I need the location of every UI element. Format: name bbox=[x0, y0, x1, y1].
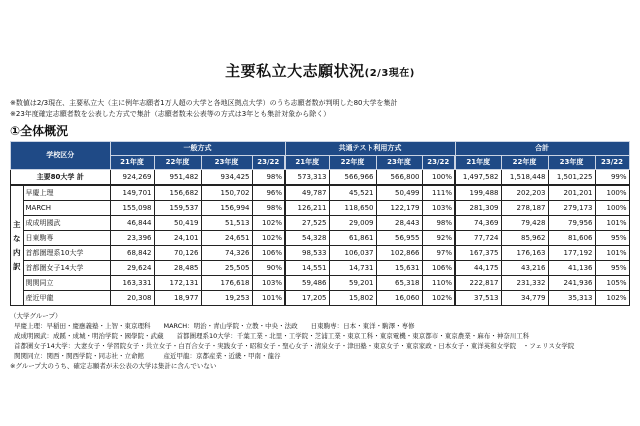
section-title: ①全体概況 bbox=[10, 124, 69, 138]
cell-ratio: 110% bbox=[422, 276, 455, 291]
page-title bbox=[0, 60, 640, 81]
cell-value: 199,488 bbox=[455, 185, 501, 201]
table-row bbox=[11, 201, 630, 216]
cell-ratio: 101% bbox=[252, 291, 285, 306]
cell-value: 85,962 bbox=[501, 231, 548, 246]
cell-value: 19,253 bbox=[201, 291, 252, 306]
cell-value: 65,318 bbox=[376, 276, 422, 291]
table-row-total bbox=[11, 170, 630, 186]
table-row bbox=[11, 185, 630, 201]
header-row-groups bbox=[11, 142, 630, 156]
cell-value: 150,702 bbox=[201, 185, 252, 201]
cell-value: 56,955 bbox=[376, 231, 422, 246]
cell-value: 59,201 bbox=[329, 276, 376, 291]
cell-value: 74,326 bbox=[201, 246, 252, 261]
cell-ratio: 105% bbox=[595, 276, 629, 291]
cell-value: 44,175 bbox=[455, 261, 501, 276]
sub-header-ratio: 23/22 bbox=[252, 156, 285, 170]
cell-value: 1,501,225 bbox=[548, 170, 595, 186]
cell-value: 163,331 bbox=[110, 276, 154, 291]
cell-value: 118,650 bbox=[329, 201, 376, 216]
cell-ratio: 100% bbox=[595, 185, 629, 201]
cell-ratio: 98% bbox=[422, 216, 455, 231]
cell-ratio: 100% bbox=[595, 201, 629, 216]
table-row bbox=[11, 231, 630, 246]
cell-value: 68,842 bbox=[110, 246, 154, 261]
cell-value: 159,537 bbox=[154, 201, 201, 216]
row-label: 首都圏女子14大学 bbox=[23, 261, 110, 276]
cell-value: 176,618 bbox=[201, 276, 252, 291]
cell-ratio: 97% bbox=[422, 246, 455, 261]
cell-value: 61,861 bbox=[329, 231, 376, 246]
cell-value: 155,098 bbox=[110, 201, 154, 216]
cell-value: 281,309 bbox=[455, 201, 501, 216]
row-label: 早慶上理 bbox=[23, 185, 110, 201]
cell-value: 70,126 bbox=[154, 246, 201, 261]
cell-value: 29,624 bbox=[110, 261, 154, 276]
table-row bbox=[11, 246, 630, 261]
group-header-total: 合計 bbox=[455, 142, 629, 156]
sub-header-22: 22年度 bbox=[501, 156, 548, 170]
cell-value: 28,443 bbox=[376, 216, 422, 231]
cell-value: 37,513 bbox=[455, 291, 501, 306]
cell-value: 934,425 bbox=[201, 170, 252, 186]
cell-value: 951,482 bbox=[154, 170, 201, 186]
cell-value: 81,606 bbox=[548, 231, 595, 246]
sub-header-21: 21年度 bbox=[110, 156, 154, 170]
row-label: 首都圏理系10大学 bbox=[23, 246, 110, 261]
cell-ratio: 99% bbox=[595, 170, 629, 186]
row-label: MARCH bbox=[23, 201, 110, 216]
cell-value: 15,802 bbox=[329, 291, 376, 306]
sub-header-ratio: 23/22 bbox=[595, 156, 629, 170]
cell-value: 924,269 bbox=[110, 170, 154, 186]
cell-value: 106,037 bbox=[329, 246, 376, 261]
cell-ratio: 101% bbox=[595, 216, 629, 231]
sub-header-23: 23年度 bbox=[548, 156, 595, 170]
cell-ratio: 102% bbox=[595, 291, 629, 306]
cell-ratio: 103% bbox=[422, 201, 455, 216]
sub-header-23: 23年度 bbox=[376, 156, 422, 170]
row-label: 日東駒専 bbox=[23, 231, 110, 246]
cell-value: 573,313 bbox=[285, 170, 329, 186]
cell-ratio: 96% bbox=[252, 185, 285, 201]
sub-header-21: 21年度 bbox=[285, 156, 329, 170]
cell-value: 41,136 bbox=[548, 261, 595, 276]
cell-ratio: 102% bbox=[252, 216, 285, 231]
cell-value: 15,631 bbox=[376, 261, 422, 276]
cell-value: 177,192 bbox=[548, 246, 595, 261]
table-row bbox=[11, 276, 630, 291]
cell-value: 46,844 bbox=[110, 216, 154, 231]
cell-ratio: 102% bbox=[252, 231, 285, 246]
row-label: 成成明國武 bbox=[23, 216, 110, 231]
cell-value: 202,203 bbox=[501, 185, 548, 201]
application-table bbox=[10, 141, 630, 306]
cell-value: 14,731 bbox=[329, 261, 376, 276]
cell-value: 102,866 bbox=[376, 246, 422, 261]
group-header-common-test: 共通テスト利用方式 bbox=[285, 142, 455, 156]
cell-value: 566,966 bbox=[329, 170, 376, 186]
cell-value: 279,173 bbox=[548, 201, 595, 216]
cell-value: 241,936 bbox=[548, 276, 595, 291]
sub-header-21: 21年度 bbox=[455, 156, 501, 170]
cell-value: 149,701 bbox=[110, 185, 154, 201]
cell-value: 156,994 bbox=[201, 201, 252, 216]
cell-ratio: 106% bbox=[422, 261, 455, 276]
cell-value: 43,216 bbox=[501, 261, 548, 276]
cell-ratio: 95% bbox=[595, 261, 629, 276]
cell-value: 74,369 bbox=[455, 216, 501, 231]
cell-value: 566,800 bbox=[376, 170, 422, 186]
cell-value: 1,497,582 bbox=[455, 170, 501, 186]
cell-value: 126,211 bbox=[285, 201, 329, 216]
title-date: (2/3現在) bbox=[364, 68, 415, 79]
cell-value: 156,682 bbox=[154, 185, 201, 201]
cell-value: 98,533 bbox=[285, 246, 329, 261]
cell-ratio: 103% bbox=[252, 276, 285, 291]
cell-value: 167,375 bbox=[455, 246, 501, 261]
cell-value: 51,513 bbox=[201, 216, 252, 231]
table-row bbox=[11, 261, 630, 276]
footnote-heading: （大学グループ） bbox=[10, 312, 62, 320]
cell-ratio: 101% bbox=[595, 246, 629, 261]
note-line-1: ※数値は2/3現在、主要私立大（主に例年志願者1万人超の大学と各地区拠点大学）のうち志願者数が判明した80大学を集計 bbox=[10, 99, 398, 107]
sub-header-23: 23年度 bbox=[201, 156, 252, 170]
cell-ratio: 111% bbox=[422, 185, 455, 201]
cell-value: 176,163 bbox=[501, 246, 548, 261]
cell-ratio: 92% bbox=[422, 231, 455, 246]
row-label: 産近甲龍 bbox=[23, 291, 110, 306]
cell-ratio: 100% bbox=[422, 170, 455, 186]
cell-value: 23,396 bbox=[110, 231, 154, 246]
cell-value: 79,956 bbox=[548, 216, 595, 231]
cell-ratio: 90% bbox=[252, 261, 285, 276]
cell-value: 231,332 bbox=[501, 276, 548, 291]
cell-value: 18,977 bbox=[154, 291, 201, 306]
side-label-breakdown: 主 な 内 訳 bbox=[11, 185, 24, 306]
table-row bbox=[11, 216, 630, 231]
cell-ratio: 95% bbox=[595, 231, 629, 246]
cell-value: 49,787 bbox=[285, 185, 329, 201]
cell-value: 24,101 bbox=[154, 231, 201, 246]
cell-value: 172,131 bbox=[154, 276, 201, 291]
cell-value: 201,201 bbox=[548, 185, 595, 201]
cell-value: 24,651 bbox=[201, 231, 252, 246]
cell-value: 222,817 bbox=[455, 276, 501, 291]
cell-value: 1,518,448 bbox=[501, 170, 548, 186]
cell-value: 16,060 bbox=[376, 291, 422, 306]
cell-value: 17,205 bbox=[285, 291, 329, 306]
cell-value: 77,724 bbox=[455, 231, 501, 246]
footnote-line-3: 首都圏女子14大学：大妻女子・学習院女子・共立女子・白百合女子・実践女子・昭和女子・聖心女子・清泉女子・津田塾・東京女子・東京家政・日本女子・東洋英和女学院 ・フェリス女学院 bbox=[14, 342, 575, 350]
note-line-2: ※23年度確定志願者数を公表した方式で集計（志願者数未公表等の方式は3年とも集計対象から除く） bbox=[10, 110, 331, 118]
cell-value: 79,428 bbox=[501, 216, 548, 231]
row-label: 関関同立 bbox=[23, 276, 110, 291]
cell-ratio: 102% bbox=[422, 291, 455, 306]
cell-value: 35,313 bbox=[548, 291, 595, 306]
cell-value: 50,419 bbox=[154, 216, 201, 231]
title-main: 主要私立大志願状況 bbox=[225, 62, 365, 80]
cell-value: 54,328 bbox=[285, 231, 329, 246]
cell-value: 122,179 bbox=[376, 201, 422, 216]
sub-header-22: 22年度 bbox=[329, 156, 376, 170]
footnote-line-4: 関関同立：関西・関西学院・同志社・立命館 産近甲龍：京都産業・近畿・甲南・龍谷 bbox=[14, 352, 281, 360]
cell-value: 50,499 bbox=[376, 185, 422, 201]
cell-value: 20,308 bbox=[110, 291, 154, 306]
table-row bbox=[11, 291, 630, 306]
sub-header-ratio: 23/22 bbox=[422, 156, 455, 170]
cell-value: 278,187 bbox=[501, 201, 548, 216]
cell-value: 59,486 bbox=[285, 276, 329, 291]
cell-ratio: 98% bbox=[252, 170, 285, 186]
cell-ratio: 98% bbox=[252, 201, 285, 216]
group-header-general: 一般方式 bbox=[110, 142, 285, 156]
row-label: 主要80大学 計 bbox=[11, 170, 111, 186]
sub-header-22: 22年度 bbox=[154, 156, 201, 170]
cell-value: 27,525 bbox=[285, 216, 329, 231]
cell-value: 34,779 bbox=[501, 291, 548, 306]
cell-value: 29,009 bbox=[329, 216, 376, 231]
footnote-line-2: 成成明國武：成蹊・成城・明治学院・國學院・武蔵 首都圏理系10大学：千葉工業・北里・工学院・芝浦工業・東京工科・東京電機・東京都市・東京農業・麻布・神奈川工科 bbox=[14, 332, 530, 340]
cell-value: 28,485 bbox=[154, 261, 201, 276]
cell-value: 14,551 bbox=[285, 261, 329, 276]
cell-ratio: 106% bbox=[252, 246, 285, 261]
col-header-category: 学校区分 bbox=[11, 142, 111, 170]
cell-value: 25,505 bbox=[201, 261, 252, 276]
cell-value: 45,521 bbox=[329, 185, 376, 201]
footnote-closing: ※グループ大のうち、確定志願者が未公表の大学は集計に含んでいない bbox=[10, 362, 217, 370]
footnote-line-1: 早慶上理：早稲田・慶應義塾・上智・東京理科 MARCH：明治・青山学院・立教・中央・法政 日東駒専：日本・東洋・駒澤・専修 bbox=[14, 322, 415, 330]
